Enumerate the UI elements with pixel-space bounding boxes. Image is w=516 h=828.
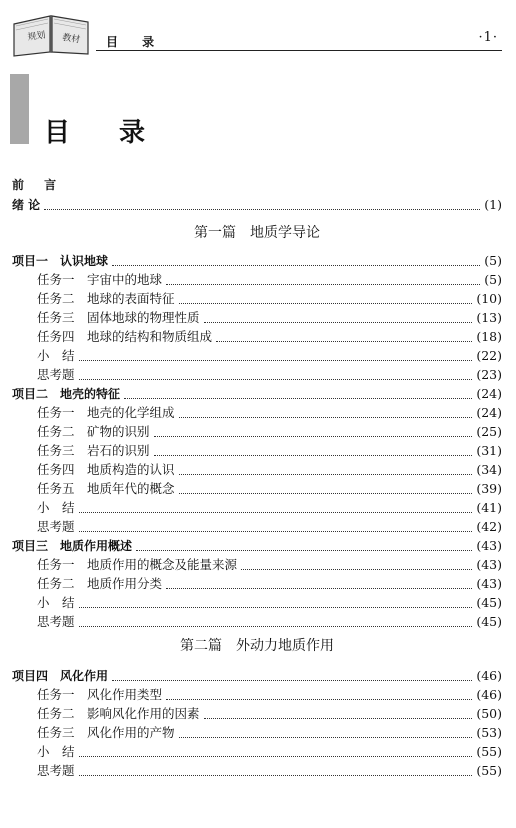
toc-row[interactable]: [12, 479, 502, 498]
toc-row[interactable]: [12, 460, 502, 479]
toc-page: (43): [476, 557, 502, 572]
toc-page: (34): [476, 462, 502, 477]
toc-label: 项目三 地质作用概述: [12, 539, 133, 553]
part-heading: 第二篇 外动力地质作用: [180, 638, 334, 654]
toc-label: 任务一 地壳的化学组成: [37, 405, 175, 420]
toc-row[interactable]: [12, 704, 502, 723]
leader-dots: [154, 454, 473, 456]
toc-page: (18): [476, 329, 502, 344]
toc-page: (42): [476, 519, 502, 534]
title-accent-bar: [10, 74, 29, 144]
book-logo-icon: [10, 10, 92, 58]
toc-page: (24): [476, 405, 502, 420]
toc-label: 任务三 岩石的识别: [37, 443, 150, 458]
toc-label: 任务二 影响风化作用的因素: [37, 706, 200, 721]
toc-label: 任务五 地质年代的概念: [37, 481, 175, 496]
toc-row[interactable]: [12, 685, 502, 704]
toc-label: 小 结: [37, 500, 75, 515]
toc-label: 任务一 风化作用类型: [37, 687, 163, 702]
toc-row[interactable]: [12, 761, 502, 780]
toc-label: 任务一 宇宙中的地球: [37, 272, 163, 287]
leader-dots: [179, 736, 473, 738]
leader-dots: [136, 549, 472, 551]
toc-row[interactable]: [12, 422, 502, 441]
toc-row[interactable]: [12, 612, 502, 631]
toc-label: 思考题: [37, 519, 75, 534]
toc-row[interactable]: [12, 536, 502, 555]
toc-page: (23): [476, 367, 502, 382]
toc-row[interactable]: [12, 574, 502, 593]
leader-dots: [154, 435, 473, 437]
page-number: ·1·: [478, 30, 498, 45]
leader-dots: [112, 679, 472, 681]
page-title: 目 录: [44, 118, 166, 148]
toc-label: 任务二 地质作用分类: [37, 576, 163, 591]
leader-dots: [179, 416, 473, 418]
toc-row[interactable]: [12, 517, 502, 536]
running-header-title: 目 录: [106, 35, 165, 49]
leader-dots: [79, 378, 473, 380]
toc-row[interactable]: [12, 666, 502, 685]
leader-dots: [216, 340, 472, 342]
toc-label: 任务三 固体地球的物理性质: [37, 310, 200, 325]
toc-row[interactable]: [12, 289, 502, 308]
leader-dots: [166, 587, 472, 589]
svg-text:教材: 教材: [61, 33, 81, 46]
leader-dots: [166, 698, 472, 700]
leader-dots: [44, 208, 480, 210]
toc-label: 思考题: [37, 367, 75, 382]
toc-label: 任务三 风化作用的产物: [37, 725, 175, 740]
leader-dots: [79, 774, 473, 776]
toc-page: (43): [476, 538, 502, 553]
toc-label: 小 结: [37, 744, 75, 759]
toc-page: (53): [476, 725, 502, 740]
leader-dots: [79, 606, 473, 608]
toc-label: 任务一 地质作用的概念及能量来源: [37, 557, 238, 572]
toc-page: (13): [476, 310, 502, 325]
toc-row[interactable]: [12, 498, 502, 517]
leader-dots: [79, 511, 473, 513]
toc-row[interactable]: [12, 742, 502, 761]
toc-page: (5): [484, 272, 502, 287]
leader-dots: [79, 755, 473, 757]
toc-page: (1): [484, 197, 502, 212]
leader-dots: [179, 473, 473, 475]
leader-dots: [241, 568, 472, 570]
toc-page: (24): [476, 386, 502, 401]
toc-label: 思考题: [37, 614, 75, 629]
toc-row[interactable]: [12, 346, 502, 365]
header-rule: [96, 50, 502, 51]
toc-label: 项目四 风化作用: [12, 669, 109, 683]
toc-page: (39): [476, 481, 502, 496]
toc-row[interactable]: [12, 403, 502, 422]
leader-dots: [79, 530, 473, 532]
toc-label: 项目二 地壳的特征: [12, 387, 121, 401]
toc-row[interactable]: [12, 723, 502, 742]
toc-page: (46): [476, 687, 502, 702]
toc-page: (43): [476, 576, 502, 591]
toc-page: (46): [476, 668, 502, 683]
toc-page: (31): [476, 443, 502, 458]
toc-label: 思考题: [37, 763, 75, 778]
toc-preface[interactable]: 前 言: [12, 178, 65, 192]
svg-text:规划: 规划: [27, 30, 47, 43]
toc-row[interactable]: [12, 441, 502, 460]
leader-dots: [79, 625, 473, 627]
toc-page: (25): [476, 424, 502, 439]
toc-row[interactable]: [12, 365, 502, 384]
toc-page: (50): [476, 706, 502, 721]
toc-row[interactable]: [12, 555, 502, 574]
toc-label: 绪 论: [12, 198, 41, 212]
toc-page: (55): [476, 763, 502, 778]
toc-page: (45): [476, 614, 502, 629]
toc-row[interactable]: [12, 327, 502, 346]
part-heading: 第一篇 地质学导论: [194, 225, 320, 241]
toc-label: 小 结: [37, 348, 75, 363]
toc-label: 任务二 矿物的识别: [37, 424, 150, 439]
leader-dots: [179, 492, 473, 494]
toc-page: (55): [476, 744, 502, 759]
leader-dots: [204, 717, 473, 719]
toc-page: (5): [484, 253, 502, 268]
leader-dots: [179, 302, 473, 304]
toc-page: (22): [476, 348, 502, 363]
toc-label: 任务四 地质构造的认识: [37, 462, 175, 477]
toc-label: 任务四 地球的结构和物质组成: [37, 329, 213, 344]
leader-dots: [112, 264, 480, 266]
leader-dots: [204, 321, 473, 323]
leader-dots: [79, 359, 473, 361]
toc-row[interactable]: [12, 593, 502, 612]
leader-dots: [124, 397, 472, 399]
toc-label: 任务二 地球的表面特征: [37, 291, 175, 306]
leader-dots: [166, 283, 480, 285]
toc-label: 项目一 认识地球: [12, 254, 109, 268]
toc-row-intro[interactable]: [12, 195, 502, 214]
toc-page: (45): [476, 595, 502, 610]
toc-row[interactable]: [12, 384, 502, 403]
toc-page: (41): [476, 500, 502, 515]
toc-row[interactable]: [12, 251, 502, 270]
toc-row[interactable]: [12, 270, 502, 289]
toc-label: 小 结: [37, 595, 75, 610]
toc-row[interactable]: [12, 308, 502, 327]
toc-page: (10): [476, 291, 502, 306]
